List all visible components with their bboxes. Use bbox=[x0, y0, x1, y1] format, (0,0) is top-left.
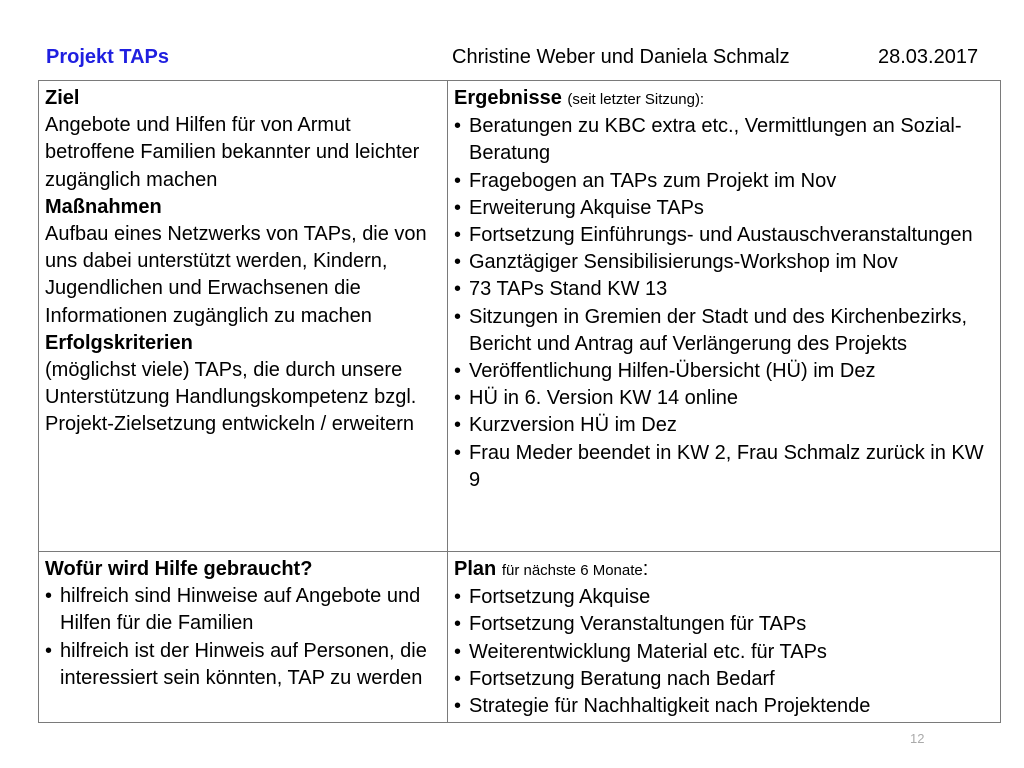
table-row bbox=[39, 81, 1001, 552]
list-item: • Weiterentwicklung Material etc. für TAPs bbox=[454, 639, 996, 666]
results-list bbox=[454, 113, 996, 494]
page-number: 12 bbox=[910, 731, 925, 746]
slide-header bbox=[44, 46, 994, 74]
results-heading: Ergebnisse bbox=[454, 87, 562, 109]
list-item: • Fortsetzung Beratung nach Bedarf bbox=[454, 666, 996, 693]
list-item: • Fortsetzung Veranstaltungen für TAPs bbox=[454, 611, 996, 638]
list-item: • 73 TAPs Stand KW 13 bbox=[454, 276, 996, 303]
erfolgskriterien-text: (möglichst viele) TAPs, die durch unsere Unterstützung Handlungskompetenz bzgl. Projekt-Zielsetzung entwickeln / erweitern bbox=[45, 359, 417, 436]
authors: Christine Weber und Daniela Schmalz bbox=[452, 46, 790, 68]
list-item: • Strategie für Nachhaltigkeit nach Projektende bbox=[454, 693, 996, 720]
plan-heading-colon: : bbox=[642, 558, 649, 580]
erfolgskriterien-heading: Erfolgskriterien bbox=[45, 331, 193, 354]
plan-heading: Plan bbox=[454, 558, 497, 580]
list-item: • Kurzversion HÜ im Dez bbox=[454, 412, 996, 439]
help-needed-heading: Wofür wird Hilfe gebraucht? bbox=[45, 558, 313, 580]
results-heading-line bbox=[454, 85, 996, 113]
plan-cell bbox=[448, 552, 1001, 723]
list-item: • hilfreich sind Hinweise auf Angebote und Hilfen für die Familien bbox=[45, 583, 443, 637]
overview-table bbox=[38, 80, 1001, 723]
list-item: • Veröffentlichung Hilfen-Übersicht (HÜ) im Dez bbox=[454, 358, 996, 385]
goals-cell bbox=[39, 81, 448, 552]
list-item: • Frau Meder beendet in KW 2, Frau Schmalz zurück in KW 9 bbox=[454, 440, 996, 494]
list-item: • Sitzungen in Gremien der Stadt und des Kirchenbezirks, Bericht und Antrag auf Verlängerung des Projekts bbox=[454, 304, 996, 358]
table-row bbox=[39, 552, 1001, 723]
plan-heading-line bbox=[454, 556, 996, 584]
list-item: • Fragebogen an TAPs zum Projekt im Nov bbox=[454, 168, 996, 195]
help-needed-cell bbox=[39, 552, 448, 723]
ziel-text: Angebote und Hilfen für von Armut betroffene Familien bekannter und leichter zugänglich machen bbox=[45, 114, 420, 191]
help-needed-list bbox=[45, 583, 443, 692]
results-cell bbox=[448, 81, 1001, 552]
list-item: • Beratungen zu KBC extra etc., Vermittlungen an Sozial-Beratung bbox=[454, 113, 996, 167]
list-item: • HÜ in 6. Version KW 14 online bbox=[454, 385, 996, 412]
list-item: • Fortsetzung Akquise bbox=[454, 584, 996, 611]
date: 28.03.2017 bbox=[878, 46, 979, 68]
results-heading-note: (seit letzter Sitzung): bbox=[567, 91, 705, 108]
massnahmen-text: Aufbau eines Netzwerks von TAPs, die von uns dabei unterstützt werden, Kindern, Jugendlichen und Erwachsenen die Informationen zugänglich zu machen bbox=[45, 223, 427, 327]
massnahmen-heading: Maßnahmen bbox=[45, 195, 162, 218]
list-item: • hilfreich ist der Hinweis auf Personen, die interessiert sein könnten, TAP zu werden bbox=[45, 638, 443, 692]
ziel-heading: Ziel bbox=[45, 87, 80, 109]
plan-list bbox=[454, 584, 996, 720]
plan-heading-note: für nächste 6 Monate bbox=[501, 562, 643, 579]
list-item: • Fortsetzung Einführungs- und Austauschveranstaltungen bbox=[454, 222, 996, 249]
list-item: • Erweiterung Akquise TAPs bbox=[454, 195, 996, 222]
project-title: Projekt TAPs bbox=[46, 46, 169, 68]
list-item: • Ganztägiger Sensibilisierungs-Workshop im Nov bbox=[454, 249, 996, 276]
